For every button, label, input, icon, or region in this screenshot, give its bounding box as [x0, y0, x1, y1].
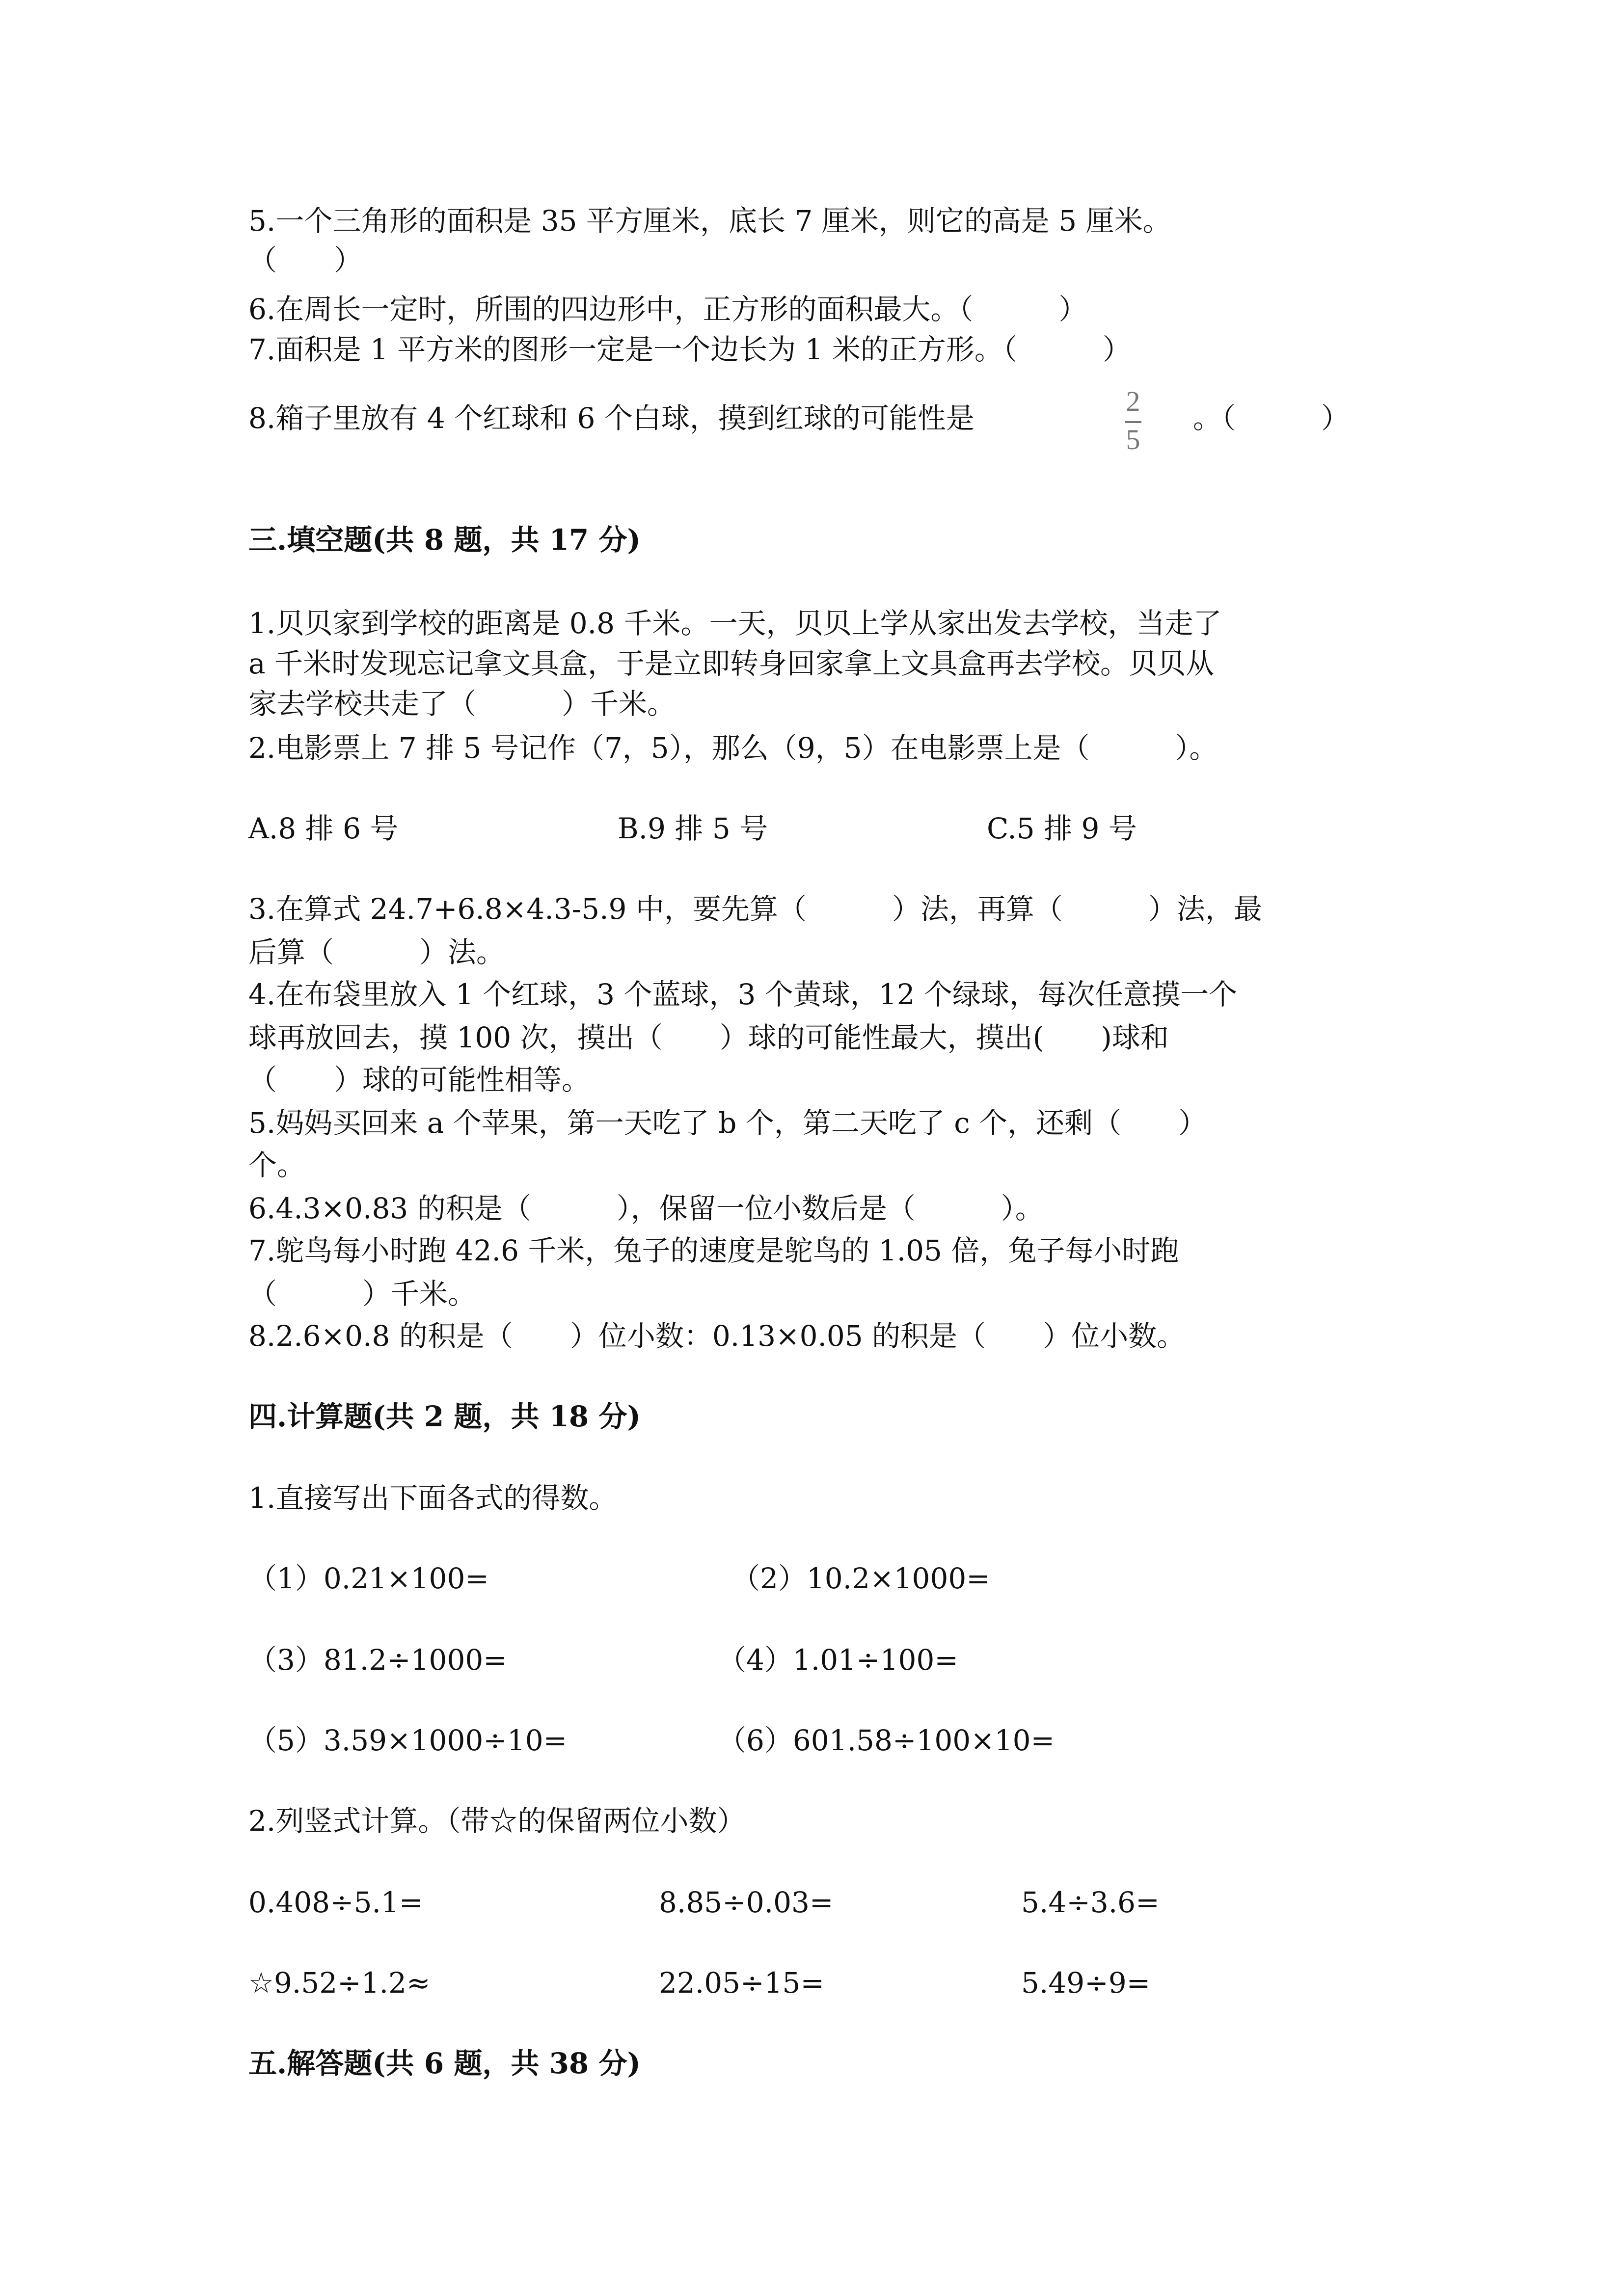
judgment-q5-line1: 5.一个三角形的面积是 35 平方厘米，底长 7 厘米，则它的高是 5 厘米。 [248, 204, 1171, 238]
section-heading-calc: 四.计算题(共 2 题，共 18 分) [248, 1400, 641, 1433]
fill-q8: 8.2.6×0.8 的积是（ ）位小数：0.13×0.05 的积是（ ）位小数。 [248, 1319, 1186, 1353]
fill-q2-option-c: C.5 排 9 号 [987, 812, 1137, 845]
calc-q2-item: 5.4÷3.6= [1021, 1886, 1160, 1919]
calc-q2-item: 22.05÷15= [659, 1966, 825, 2000]
fill-q3-line2: 后算（ ）法。 [248, 935, 505, 969]
fill-q2: 2.电影票上 7 排 5 号记作（7，5），那么（9，5）在电影票上是（ ）。 [248, 731, 1218, 765]
fill-q2-option-a: A.8 排 6 号 [248, 812, 399, 845]
fill-q3-line1: 3.在算式 24.7+6.8×4.3-5.9 中，要先算（ ）法，再算（ ）法，最 [248, 892, 1262, 926]
judgment-q6: 6.在周长一定时，所围的四边形中，正方形的面积最大。（ ） [248, 293, 1087, 326]
calc-q2-item: 0.408÷5.1= [248, 1886, 423, 1919]
fill-q7-line2: （ ）千米。 [248, 1277, 477, 1310]
judgment-q8-tail: 。（ ） [1193, 401, 1350, 435]
calc-q2: 2.列竖式计算。（带☆的保留两位小数） [248, 1804, 746, 1838]
calc-q1-item: （2）10.2×1000= [731, 1562, 990, 1595]
calc-q1-item: （3）81.2÷1000= [248, 1643, 507, 1677]
fraction-two-fifths [1122, 387, 1144, 460]
fraction-denominator: 5 [1126, 424, 1140, 455]
calc-q2-item: ☆9.52÷1.2≈ [248, 1966, 431, 2000]
fill-q4-line2: 球再放回去，摸 100 次，摸出（ ）球的可能性最大，摸出( )球和 [248, 1021, 1169, 1054]
fill-q1-line3: 家去学校共走了（ ）千米。 [248, 687, 676, 721]
judgment-q5-line2: （ ） [248, 243, 363, 277]
fraction-numerator: 2 [1126, 385, 1140, 417]
fill-q1-line1: 1.贝贝家到学校的距离是 0.8 千米。一天，贝贝上学从家出发去学校，当走了 [248, 607, 1222, 640]
calc-q2-item: 5.49÷9= [1021, 1966, 1151, 2000]
calc-q2-item: 8.85÷0.03= [659, 1886, 834, 1919]
fill-q7-line1: 7.鸵鸟每小时跑 42.6 千米，兔子的速度是鸵鸟的 1.05 倍，兔子每小时跑 [248, 1234, 1179, 1267]
fill-q4-line3: （ ）球的可能性相等。 [248, 1063, 591, 1096]
judgment-q7: 7.面积是 1 平方米的图形一定是一个边长为 1 米的正方形。（ ） [248, 333, 1131, 366]
fill-q2-option-b: B.9 排 5 号 [618, 812, 768, 845]
fill-q5-line2: 个。 [248, 1148, 306, 1182]
fill-q1-line2: a 千米时发现忘记拿文具盒，于是立即转身回家拿上文具盒再去学校。贝贝从 [248, 647, 1215, 680]
calc-q1-item: （4）1.01÷100= [718, 1643, 958, 1677]
fraction-bar [1125, 421, 1141, 423]
fill-q4-line1: 4.在布袋里放入 1 个红球，3 个蓝球，3 个黄球，12 个绿球，每次任意摸一个 [248, 978, 1238, 1011]
fill-q5-line1: 5.妈妈买回来 a 个苹果，第一天吃了 b 个，第二天吃了 c 个，还剩（ ） [248, 1106, 1207, 1140]
calc-q1-item: （5）3.59×1000÷10= [248, 1724, 568, 1757]
judgment-q8-text: 8.箱子里放有 4 个红球和 6 个白球，摸到红球的可能性是 [248, 401, 974, 435]
calc-q1-item: （1）0.21×100= [248, 1562, 489, 1595]
section-heading-answer: 五.解答题(共 6 题，共 38 分) [248, 2047, 641, 2080]
fill-q6: 6.4.3×0.83 的积是（ ），保留一位小数后是（ ）。 [248, 1192, 1044, 1225]
calc-q1-item: （6）601.58÷100×10= [718, 1724, 1055, 1757]
calc-q1: 1.直接写出下面各式的得数。 [248, 1481, 618, 1515]
section-heading-fill: 三.填空题(共 8 题，共 17 分) [248, 523, 641, 557]
